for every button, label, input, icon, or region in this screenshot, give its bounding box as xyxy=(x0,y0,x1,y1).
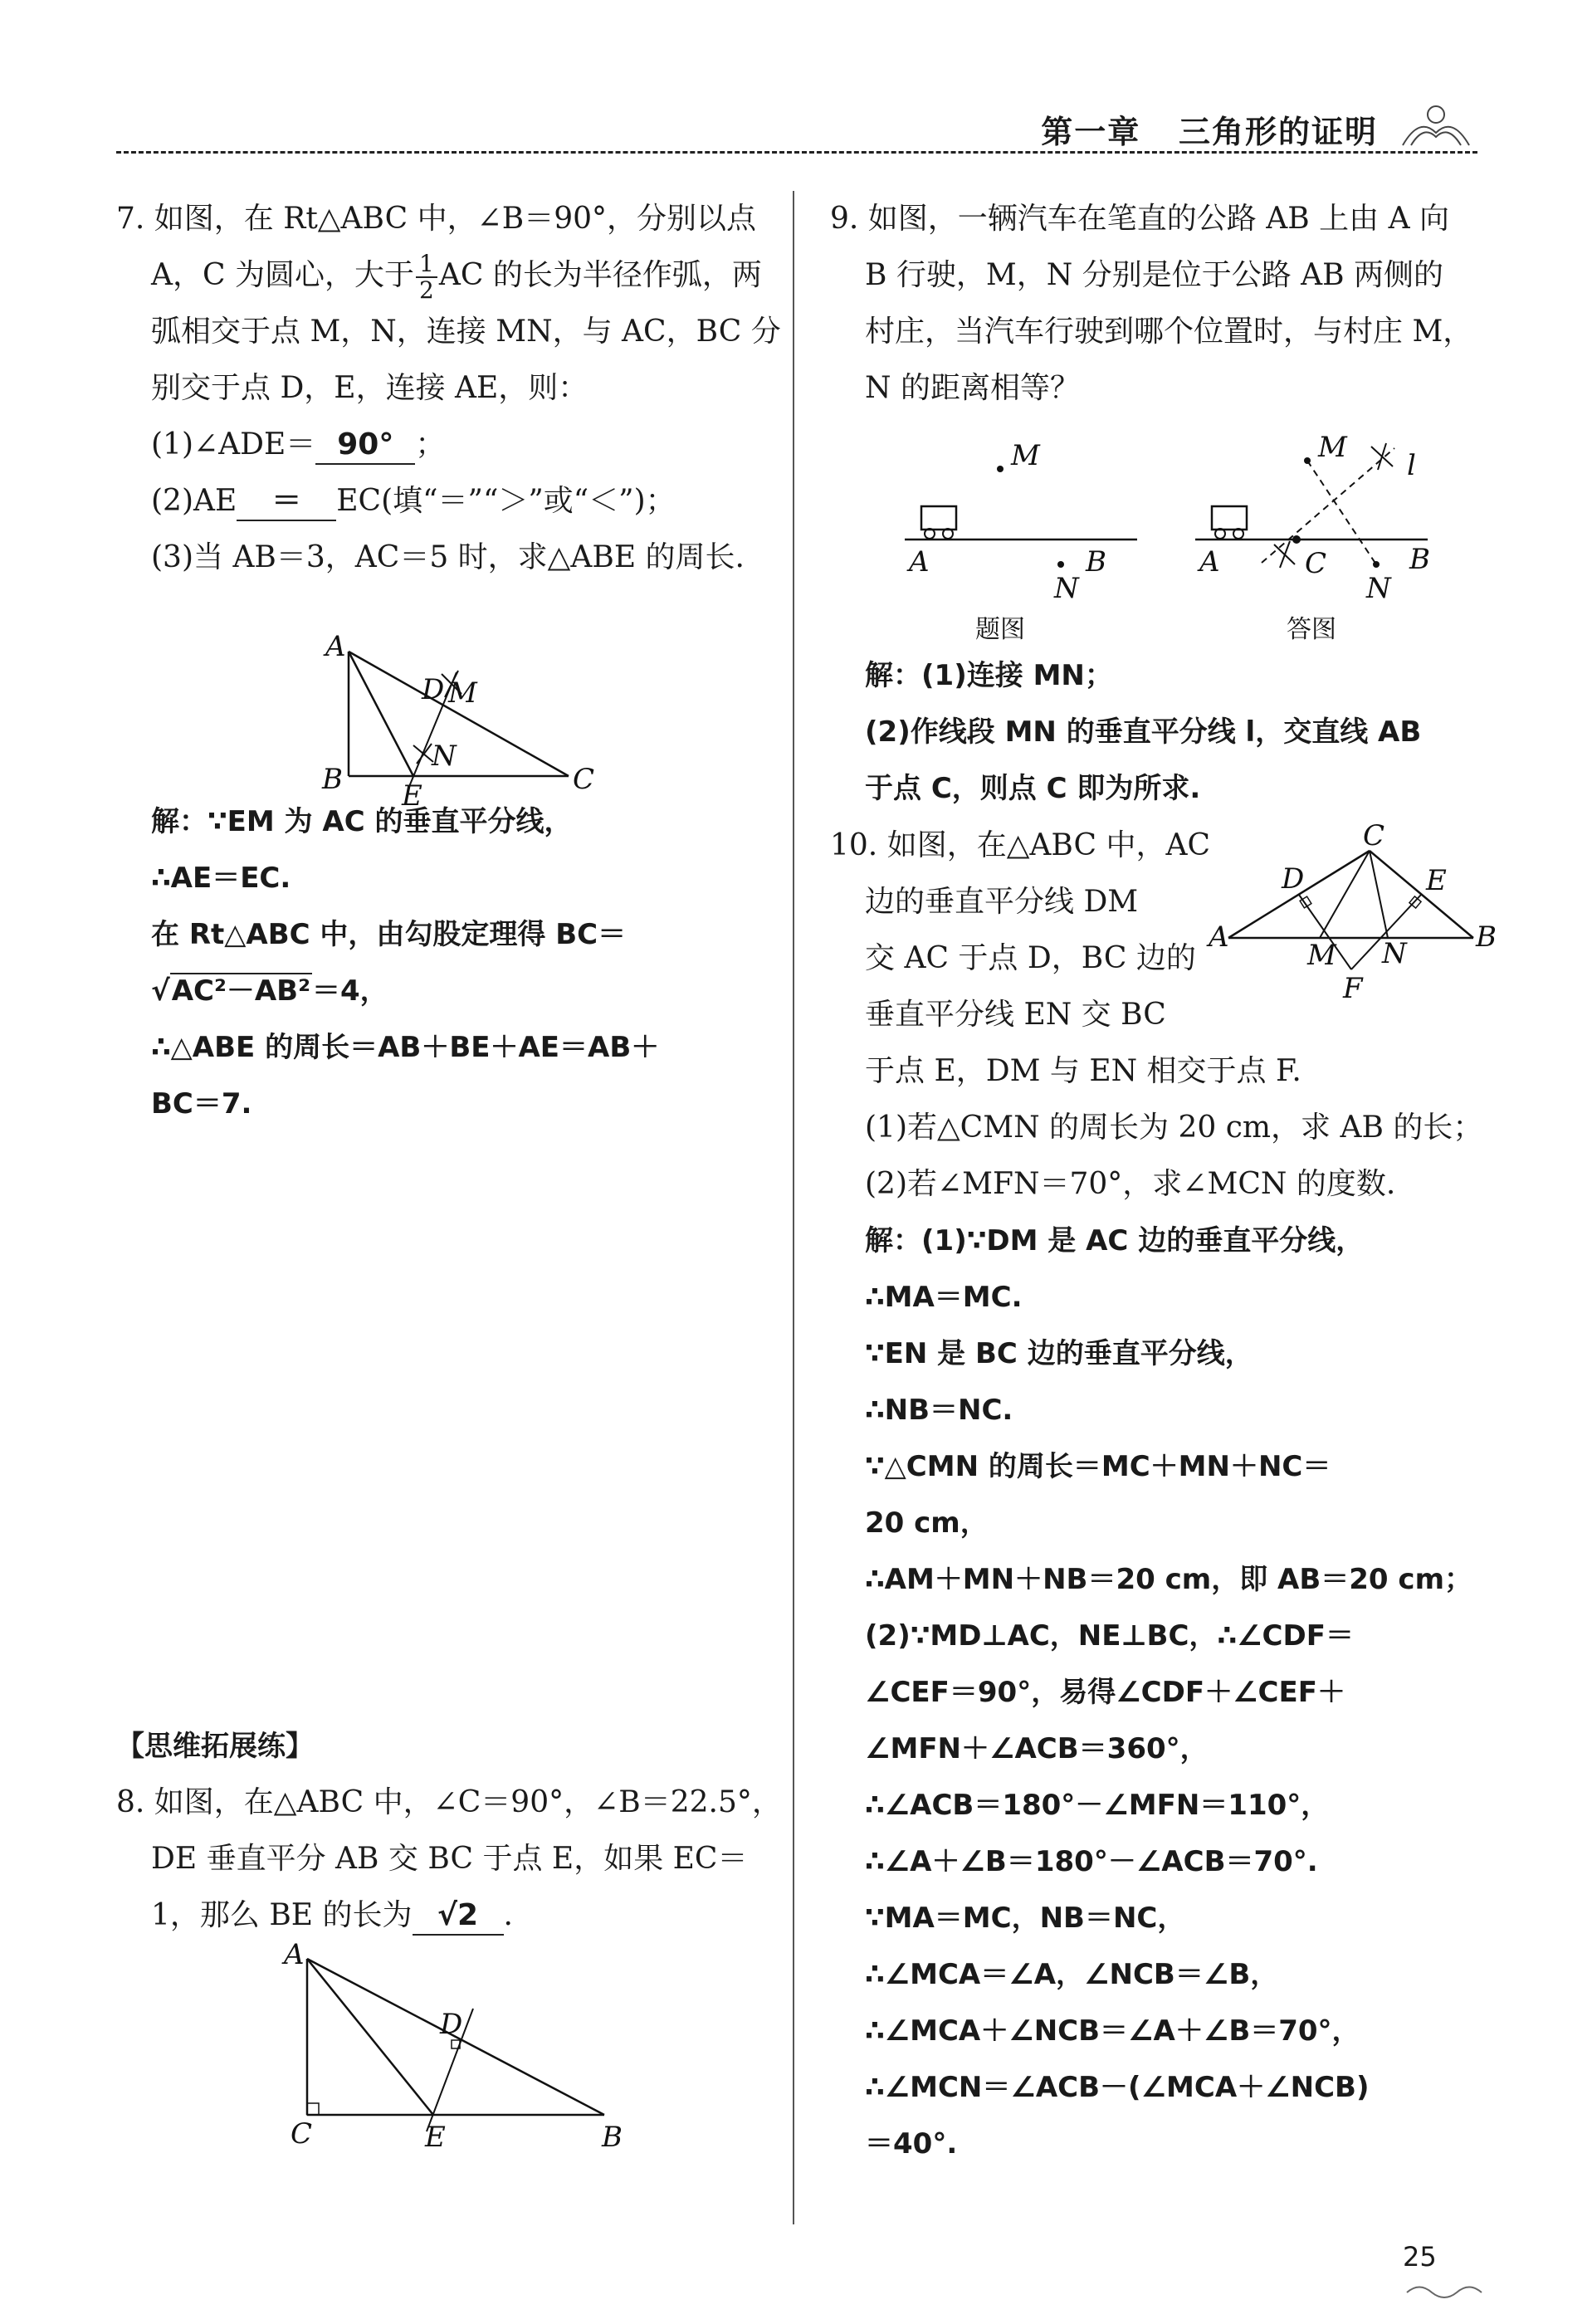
chapter-title xyxy=(1041,106,1378,152)
q10-segment-cm xyxy=(1320,851,1370,938)
question-7 xyxy=(116,191,781,586)
q7-answer-2: ＝ xyxy=(237,483,336,521)
q7-solution-line-4: √AC²－AB²＝4， xyxy=(151,974,388,1008)
q10-label-f: F xyxy=(1343,972,1363,1005)
q9-label-n-right: N xyxy=(1366,572,1391,605)
car-icon xyxy=(921,506,956,530)
q9-bisector-l xyxy=(1262,448,1394,563)
q10-line-5: 于点 E，DM 与 EN 相交于点 F. xyxy=(865,1054,1301,1088)
q9-answer-figure xyxy=(1195,431,1430,644)
q9-label-m-right: M xyxy=(1318,431,1347,464)
q10-part-2: (2)若∠MFN＝70°，求∠MCN 的度数. xyxy=(865,1167,1396,1201)
q8-label-e: E xyxy=(425,2121,446,2154)
q7-solution-line-4-tail: ＝4， xyxy=(311,974,388,1008)
q9-answer-point-c xyxy=(1292,535,1301,544)
q10-solution-line: ∵△CMN 的周长＝MC＋MN＋NC＝ xyxy=(865,1450,1331,1483)
q7-solution-line-2: ∴AE＝EC. xyxy=(151,862,291,895)
q9-label-b-left: B xyxy=(1086,545,1106,579)
q7-part-1 xyxy=(116,417,772,473)
q8-figure xyxy=(274,1934,639,2154)
q9-label-a-right: A xyxy=(1199,545,1220,579)
q7-part-3: (3)当 AB＝3，AC＝5 时，求△ABE 的周长. xyxy=(151,540,745,574)
q10-part-1: (1)若△CMN 的周长为 20 cm，求 AB 的长； xyxy=(865,1111,1483,1145)
q10-solution-line: ∵EN 是 BC 边的垂直平分线， xyxy=(865,1337,1253,1370)
page-number-value: 25 xyxy=(1403,2241,1437,2273)
q8-label-d: D xyxy=(440,2008,463,2041)
q7-line-4: 别交于点 D，E，连接 AE，则： xyxy=(151,371,588,405)
q10-solution-line: ∴∠MCN＝∠ACB－(∠MCA＋∠NCB) xyxy=(865,2071,1370,2104)
q10-label-e: E xyxy=(1426,864,1447,897)
fraction-numerator: 1 xyxy=(416,251,437,278)
q10-solution-line: ∴∠MCA＋∠NCB＝∠A＋∠B＝70°， xyxy=(865,2014,1360,2048)
q10-solution-line: (2)∵MD⊥AC，NE⊥BC，∴∠CDF＝ xyxy=(865,1619,1354,1653)
footer-decoration-icon xyxy=(1403,2278,1494,2302)
q10-solution-line: ∴AM＋MN＋NB＝20 cm，即 AB＝20 cm； xyxy=(865,1563,1472,1596)
q10-solution-line: 解：(1)∵DM 是 AC 边的垂直平分线， xyxy=(865,1224,1365,1257)
q10-solution-line: ∴∠A＋∠B＝180°－∠ACB＝70°. xyxy=(865,1845,1318,1878)
q9-label-a-left: A xyxy=(909,545,930,579)
q9-problem-figure xyxy=(905,439,1137,644)
q7-label-m: M xyxy=(448,676,477,710)
q9-arc-top xyxy=(1371,443,1393,470)
fountain-decoration-icon xyxy=(1394,100,1477,149)
q9-solution-line-1: 解：(1)连接 MN； xyxy=(865,659,1113,692)
q8-line-1: 8. 如图，在△ABC 中，∠C＝90°，∠B＝22.5°， xyxy=(116,1785,782,1819)
q8-right-angle-mark xyxy=(307,2103,319,2115)
thinking-extension-section xyxy=(116,1718,782,1944)
q10-label-n: N xyxy=(1382,937,1407,970)
page-header xyxy=(116,100,1477,149)
q10-solution xyxy=(830,1213,1486,2172)
q10-label-m: M xyxy=(1307,939,1336,972)
q8-line-3-prefix: 1，那么 BE 的长为 xyxy=(151,1898,413,1932)
q9-caption-answer: 答图 xyxy=(1287,615,1336,644)
question-10 xyxy=(830,818,1486,2172)
q10-figure xyxy=(1209,819,1497,1005)
q10-line-4: 垂直平分线 EN 交 BC xyxy=(865,998,1166,1032)
q10-solution-line: ＝40°. xyxy=(865,2127,958,2160)
sqrt-expression: AC²－AB² xyxy=(171,974,310,1008)
q7-line-2b: AC 的长为半径作弧，两 xyxy=(438,258,762,292)
chapter-number: 第一章 xyxy=(1041,114,1141,150)
q8-label-b: B xyxy=(602,2121,623,2154)
q9-label-b-right: B xyxy=(1409,543,1430,576)
q7-label-e: E xyxy=(402,779,422,813)
q10-label-d: D xyxy=(1282,862,1305,896)
q9-solution xyxy=(830,647,1486,817)
q7-arc-n xyxy=(413,744,433,764)
q10-solution-line: ∠CEF＝90°，易得∠CDF＋∠CEF＋ xyxy=(865,1676,1345,1709)
q10-line-1: 10. 如图，在△ABC 中，AC xyxy=(830,828,1211,862)
q7-solution-line-6: BC＝7. xyxy=(151,1087,252,1120)
q10-solution-line: ∴∠ACB＝180°－∠MFN＝110°， xyxy=(865,1789,1330,1822)
page-number xyxy=(1403,2241,1494,2302)
right-column xyxy=(830,191,1486,417)
chapter-name: 三角形的证明 xyxy=(1178,114,1378,150)
q9-label-m-left: M xyxy=(1011,439,1040,472)
q9-label-c: C xyxy=(1305,547,1327,580)
q9-caption-problem: 题图 xyxy=(975,615,1025,644)
car-icon xyxy=(1212,506,1247,530)
section-title: 【思维拓展练】 xyxy=(116,1730,314,1763)
q7-part-1-prefix: (1)∠ADE＝ xyxy=(151,427,316,461)
q8-line-3-suffix: . xyxy=(503,1898,513,1932)
q10-line-3: 交 AC 于点 D，BC 边的 xyxy=(865,941,1196,975)
q9-line-3: 村庄，当汽车行驶到哪个位置时，与村庄 M， xyxy=(865,315,1473,349)
q7-figure xyxy=(315,631,614,822)
q9-label-l: l xyxy=(1407,449,1416,482)
q9-line-1: 9. 如图，一辆汽车在笔直的公路 AB 上由 A 向 xyxy=(830,202,1450,236)
q7-part-2 xyxy=(116,473,772,530)
q7-label-d: D xyxy=(422,673,445,706)
q7-label-b: B xyxy=(322,763,343,796)
q7-part-1-suffix: ； xyxy=(415,427,446,461)
q9-figures xyxy=(896,415,1461,656)
q8-label-c: C xyxy=(291,2117,313,2151)
q10-solution-line: ∵MA＝MC，NB＝NC， xyxy=(865,1902,1186,1935)
q7-line-3: 弧相交于点 M，N，连接 MN，与 AC，BC 分 xyxy=(151,315,781,349)
q8-answer: √2 xyxy=(413,1897,504,1936)
q7-solution xyxy=(116,793,772,1132)
q8-segment-ae xyxy=(307,1959,433,2115)
q7-part-2-suffix: EC(填“＝”“＞”或“＜”)； xyxy=(336,484,676,518)
q7-line-2a: A，C 为圆心，大于 xyxy=(151,258,414,292)
q9-line-4: N 的距离相等？ xyxy=(865,371,1080,405)
q9-solution-line-2: (2)作线段 MN 的垂直平分线 l，交直线 AB xyxy=(865,715,1422,749)
q7-part-2-prefix: (2)AE xyxy=(151,484,237,518)
q8-line-2: DE 垂直平分 AB 交 BC 于点 E，如果 EC＝ xyxy=(151,1842,748,1876)
q9-point-m xyxy=(997,466,1004,472)
q10-solution-line: ∴NB＝NC. xyxy=(865,1394,1013,1427)
q7-solution-line-1: 解：∵EM 为 AC 的垂直平分线， xyxy=(151,805,573,838)
q10-solution-line: 20 cm， xyxy=(865,1506,989,1540)
q7-answer-1: 90° xyxy=(315,427,415,465)
fraction-half xyxy=(416,251,437,303)
q9-arc-bottom xyxy=(1274,541,1295,568)
q10-label-b: B xyxy=(1476,920,1497,954)
question-9 xyxy=(830,191,1486,417)
q10-label-a: A xyxy=(1209,920,1229,954)
q9-line-2: B 行驶，M，N 分别是位于公路 AB 两侧的 xyxy=(865,258,1444,292)
q7-line-1: 7. 如图，在 Rt△ABC 中，∠B＝90°，分别以点 xyxy=(116,202,757,236)
q8-label-a: A xyxy=(284,1938,305,1971)
q10-solution-line: ∴∠MCA＝∠A，∠NCB＝∠B， xyxy=(865,1958,1279,1991)
fraction-denominator: 2 xyxy=(419,276,434,304)
q9-solution-line-3: 于点 C，则点 C 即为所求. xyxy=(865,772,1201,805)
q7-label-c: C xyxy=(573,763,595,796)
q10-solution-line: ∠MFN＋∠ACB＝360°， xyxy=(865,1732,1209,1765)
q10-label-c: C xyxy=(1363,819,1385,852)
q9-label-n-left: N xyxy=(1054,572,1079,605)
q7-label-a: A xyxy=(325,630,346,663)
q10-solution-line: ∴MA＝MC. xyxy=(865,1281,1023,1314)
q10-line-2: 边的垂直平分线 DM xyxy=(865,885,1139,919)
q9-point-n xyxy=(1057,561,1064,568)
q7-solution-line-5: ∴△ABE 的周长＝AB＋BE＋AE＝AB＋ xyxy=(151,1031,660,1064)
q7-label-n: N xyxy=(432,740,457,773)
header-divider xyxy=(116,151,1477,154)
q7-line-2 xyxy=(116,247,772,304)
q7-solution-line-3: 在 Rt△ABC 中，由勾股定理得 BC＝ xyxy=(151,918,627,951)
column-divider xyxy=(793,191,794,2224)
